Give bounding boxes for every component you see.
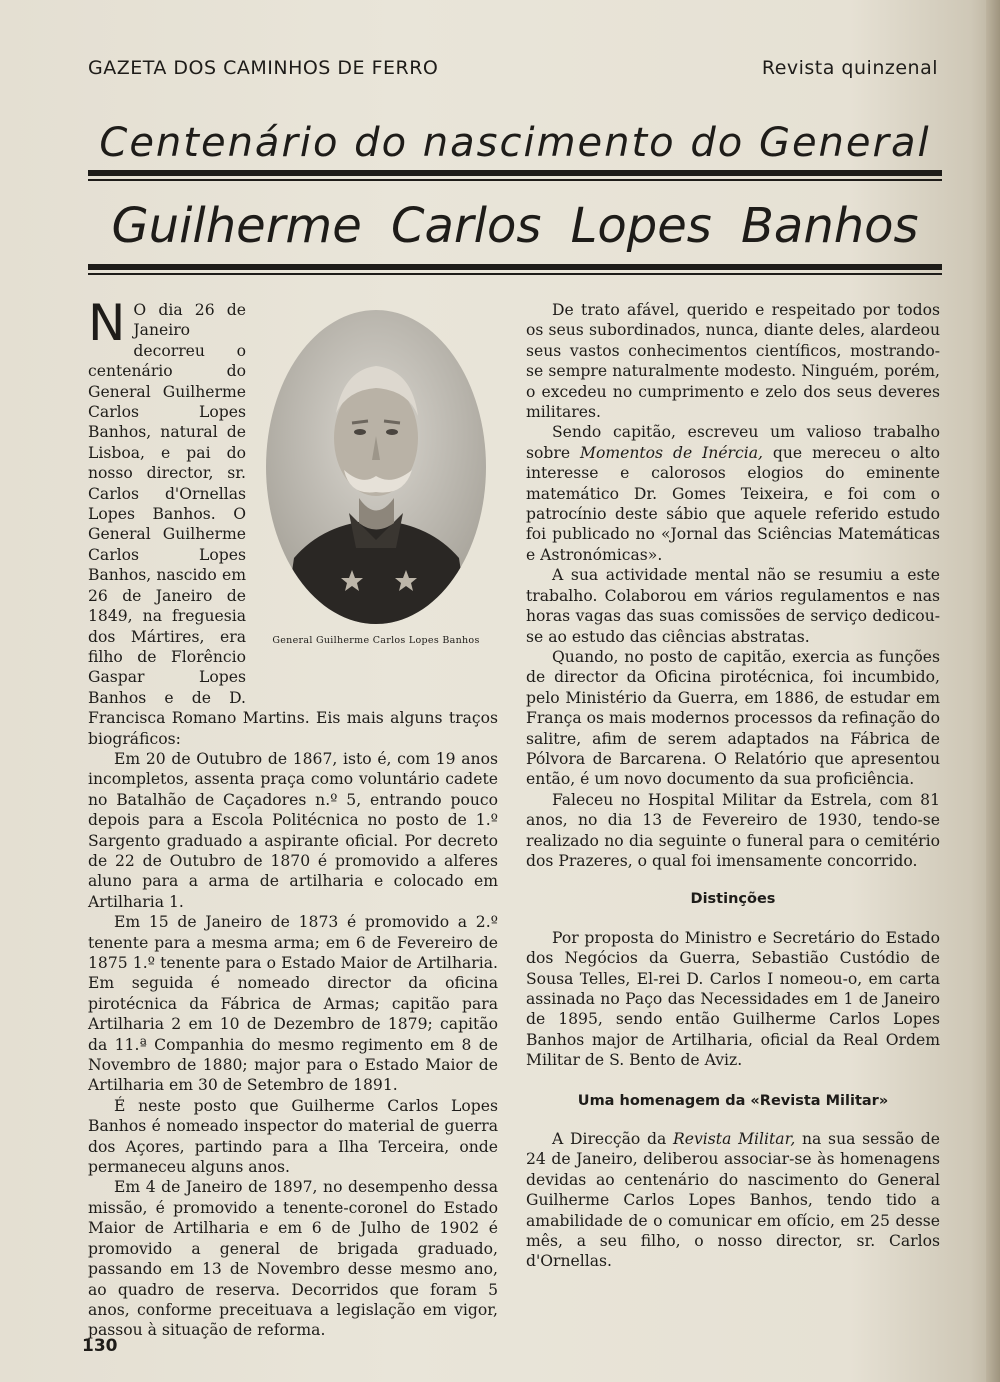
paragraph: Em 20 de Outubro de 1867, isto é, com 19 anos incompletos, assenta praça como voluntário cadete no Batalhão de Caçadores n.º 5, entrando pouco depois para a Escola Politécnica no posto de 1.º Sargento graduado a aspirante oficial. Por decreto de 22 de Outubro de 1870 é promovido a alferes aluno para a arma de artilharia e colocado em Artilharia 1. (88, 749, 498, 911)
paragraph: Faleceu no Hospital Militar da Estrela, com 81 anos, no dia 13 de Fevereiro de 1930, tendo-se realizado no dia seguinte o funeral para o cemitério dos Prazeres, o qual foi imensamente concorrido. (526, 790, 940, 870)
paragraph: Quando, no posto de capitão, exercia as funções de director da Oficina pirotécnica, foi incumbido, pelo Ministério da Guerra, em 1886, de estudar em França os mais modernos processos da refinação do salitre, afim de serem adaptados na Fábrica de Pólvora de Barcarena. O Relatório que apresentou então, é um novo documento da sua proficiência. (526, 647, 940, 789)
portrait-figure (254, 306, 498, 694)
publication-name: GAZETA DOS CAMINHOS DE FERRO (88, 57, 439, 79)
intro-paragraph (88, 294, 498, 749)
book-title: Momentos de Inércia, (579, 443, 763, 462)
article-left-column (88, 294, 498, 1341)
paragraph: Em 4 de Janeiro de 1897, no desempenho dessa missão, é promovido a tenente-coronel do Estado Maior de Artilharia e em 6 de Julho de 1902 é promovido a general de brigada graduado, passando em 13 de Novembro desse mesmo ano, ao quadro de reserva. Decorridos que foram 5 anos, conforme preceituava a legislação em vigor, passou à situação de reforma. (88, 1178, 498, 1340)
paragraph: Por proposta do Ministro e Secretário do Estado dos Negócios da Guerra, Sebastião Custódio de Sousa Telles, El-rei D. Carlos I nomeou-o, em carta assinada no Paço das Necessidades em 1 de Janeiro de 1895, sendo então Guilherme Carlos Lopes Banhos major de Artilharia, oficial da Real Ordem Militar de S. Bento de Aviz. (526, 928, 940, 1070)
paragraph: Em 15 de Janeiro de 1873 é promovido a 2.º tenente para a mesma arma; em 6 de Fevereiro de 1875 1.º tenente para o Estado Maior de Artilharia. Em seguida é nomeado director da oficina pirotécnica da Fábrica de Armas; capitão para Artilharia 2 em 10 de Dezembro de 1879; capitão da 11.ª Companhia do mesmo regimento em 8 de Novembro de 1880; major para o Estado Maior de Artilharia em 30 de Setembro de 1891. (88, 913, 498, 1095)
drop-cap: N (88, 294, 126, 352)
headline-rule-bottom (88, 264, 942, 275)
portrait-caption: General Guilherme Carlos Lopes Banhos (272, 635, 480, 646)
paragraph-text: A Direcção da (552, 1130, 674, 1149)
page-spine-shadow (986, 0, 1000, 1382)
paragraph: É neste posto que Guilherme Carlos Lopes Banhos é nomeado inspector do material de guerra dos Açores, partindo para a Ilha Terceira, onde permaneceu alguns anos. (88, 1096, 498, 1177)
paragraph: A sua actividade mental não se resumiu a este trabalho. Colaborou em vários regulamentos e nas horas vagas das suas comissões de serviço dedicou-se ao estudo das ciências abstratas. (526, 566, 940, 646)
paragraph (526, 1129, 940, 1272)
paragraph-text: que mereceu o alto interesse e calorosos elogios do eminente matemático Dr. Gomes Teixeira, e foi com o patrocínio deste sábio que aquele referido estudo foi publicado no «Jornal das Sciências Matemáticas e Astronómicas». (526, 443, 940, 564)
paragraph: De trato afável, querido e respeitado por todos os seus subordinados, nunca, diante deles, alardeou seus vastos conhecimentos científicos, mostrando-se sempre naturalmente modesto. Ninguém, porém, o excedeu no cumprimento e zelo dos seus deveres militares. (526, 301, 940, 422)
section-heading-homage: Uma homenagem da «Revista Militar» (577, 1092, 889, 1109)
article-right-column (526, 300, 940, 1272)
page-number: 130 (82, 1336, 118, 1356)
publication-frequency: Revista quinzenal (761, 57, 938, 79)
headline-line-2: Guilherme Carlos Lopes Banhos (111, 198, 919, 254)
portrait-photo (264, 308, 488, 626)
journal-title: Revista Militar, (673, 1130, 796, 1149)
headline-line-1: Centenário do nascimento do General (99, 120, 931, 166)
headline-rule-top (88, 170, 942, 181)
running-header (88, 57, 938, 83)
paragraph-text: Sendo capitão, escreveu um valioso trabalho sobre (526, 423, 940, 462)
intro-text: O dia 26 de Janeiro decorreu o centenário do General Guilherme Carlos Lopes Banhos, natural de Lisboa, e pai do nosso director, sr. Carlos d'Ornellas Lopes Banhos. O General Guilherme Carlos Lopes Banhos, nascido em 26 de Janeiro de 1849, na freguesia dos Mártires, era filho de Florêncio Gaspar Lopes Banhos e de D. Francisca Romano Martins. Eis mais alguns traços biográficos: (88, 301, 498, 748)
paragraph (526, 422, 940, 565)
section-heading-distinctions: Distinções (690, 891, 776, 908)
paragraph-text: na sua sessão de 24 de Janeiro, deliberou associar-se às homenagens devidas ao centenário do nascimento do General Guilherme Carlos Lopes Banhos, tendo tido a amabilidade de o comunicar em ofício, em 25 desse mês, a seu filho, o nosso director, sr. Carlos d'Ornellas. (526, 1130, 940, 1271)
